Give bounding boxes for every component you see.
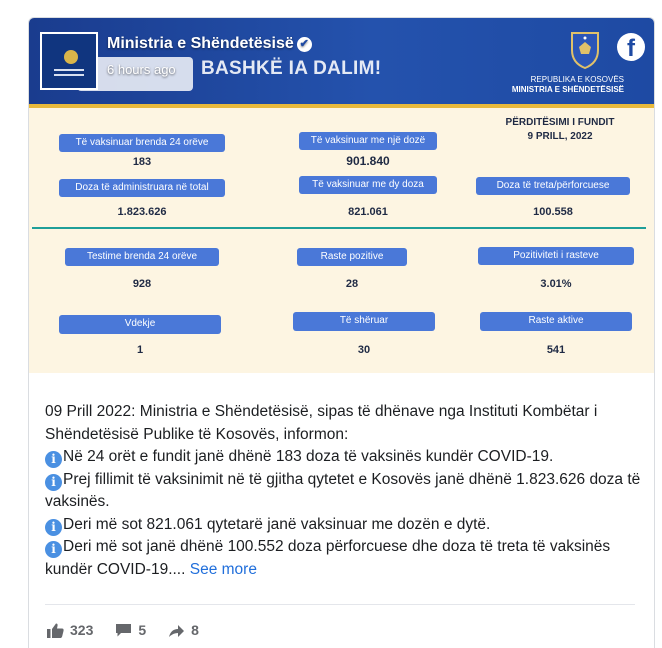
share-count: 8 — [191, 622, 199, 638]
page-name[interactable] — [107, 35, 312, 53]
active-value: 541 — [546, 344, 566, 356]
caption-line — [45, 514, 645, 537]
positive-value: 28 — [345, 278, 359, 290]
positive-label: Raste pozitive — [297, 248, 407, 266]
see-more-link[interactable]: See more — [189, 560, 257, 578]
actions-divider — [45, 604, 635, 605]
update-heading — [505, 116, 615, 144]
republic-line2-text: MINISTRIA E SHËNDETËSISË — [511, 85, 624, 94]
active-label: Raste aktive — [480, 312, 632, 331]
info-icon: i — [45, 519, 62, 536]
caption-line — [45, 469, 645, 514]
comment-button[interactable] — [115, 622, 146, 638]
caption-intro: 09 Prill 2022: Ministria e Shëndetësisë, sipas të dhënave nga Instituti Kombëtar i Shëndetësisë Publike të Kosovës, informon: — [45, 403, 598, 443]
caption-line — [45, 446, 645, 469]
total-doses-value: 1.823.626 — [117, 206, 167, 218]
recovered-value: 30 — [357, 344, 371, 356]
facebook-post-card — [28, 17, 655, 648]
republic-caption — [512, 75, 624, 95]
like-button[interactable] — [47, 622, 93, 638]
total-doses-label: Doza të administruara në total — [59, 179, 225, 197]
positivity-value: 3.01% — [540, 278, 572, 290]
comment-icon — [115, 623, 132, 638]
caption-line — [45, 536, 645, 581]
info-icon: i — [45, 474, 62, 491]
post-image-banner — [29, 18, 654, 104]
one-dose-value: 901.840 — [346, 154, 390, 168]
two-doses-label: Të vaksinuar me dy doza — [299, 176, 437, 194]
post-timestamp[interactable]: 6 hours ago — [107, 62, 176, 77]
post-actions — [47, 622, 199, 638]
republic-emblem-icon — [569, 30, 601, 70]
page-avatar[interactable] — [40, 32, 98, 90]
booster-value: 100.558 — [533, 206, 573, 218]
deaths-label: Vdekje — [59, 315, 221, 334]
caption-line-text: Prej fillimit të vaksinimit në të gjitha qytetet e Kosovës janë dhënë 1.823.626 doza të vaksinës. — [45, 470, 641, 510]
update-label: PËRDITËSIMI I FUNDIT — [505, 117, 615, 128]
caption-line-text: Deri më sot janë dhënë 100.552 doza përforcuese dhe doza të treta të vaksinës kundër COVID-19.... — [45, 538, 611, 578]
recovered-label: Të shëruar — [293, 312, 435, 331]
info-icon: i — [45, 541, 62, 558]
positivity-label: Pozitiviteti i rasteve — [478, 247, 634, 265]
two-doses-value: 821.061 — [348, 206, 388, 218]
kosovo-emblem-icon — [64, 50, 78, 64]
vaccinated-24h-value: 183 — [132, 156, 152, 168]
verified-badge-icon: ✔ — [297, 37, 312, 52]
like-count: 323 — [70, 622, 94, 638]
page-name-text[interactable]: Ministria e Shëndetësisë — [107, 35, 294, 52]
tests-value: 928 — [132, 278, 152, 290]
vaccinated-24h-label: Të vaksinuar brenda 24 orëve — [59, 134, 225, 152]
share-arrow-icon — [168, 623, 185, 638]
info-icon: i — [45, 451, 62, 468]
republic-line1: REPUBLIKA E KOSOVËS — [530, 75, 624, 84]
caption-line-text: Deri më sot 821.061 qytetarë janë vaksinuar me dozën e dytë. — [63, 515, 491, 533]
thumbs-up-icon — [47, 623, 64, 638]
tests-label: Testime brenda 24 orëve — [65, 248, 219, 266]
facebook-logo-icon: f — [617, 33, 645, 61]
booster-label: Doza të treta/përforcuese — [476, 177, 630, 195]
deaths-value: 1 — [136, 344, 144, 356]
post-caption — [45, 401, 645, 581]
comment-count: 5 — [138, 622, 147, 638]
covid-infographic — [29, 108, 654, 373]
republic-line2 — [512, 85, 624, 95]
section-divider — [32, 227, 646, 229]
update-date: 9 PRILL, 2022 — [527, 131, 593, 142]
one-dose-label: Të vaksinuar me një dozë — [299, 132, 437, 150]
share-button[interactable] — [168, 622, 199, 638]
banner-slogan: BASHKË IA DALIM! — [201, 58, 382, 79]
caption-line-text: Në 24 orët e fundit janë dhënë 183 doza të vaksinës kundër COVID-19. — [63, 448, 554, 465]
